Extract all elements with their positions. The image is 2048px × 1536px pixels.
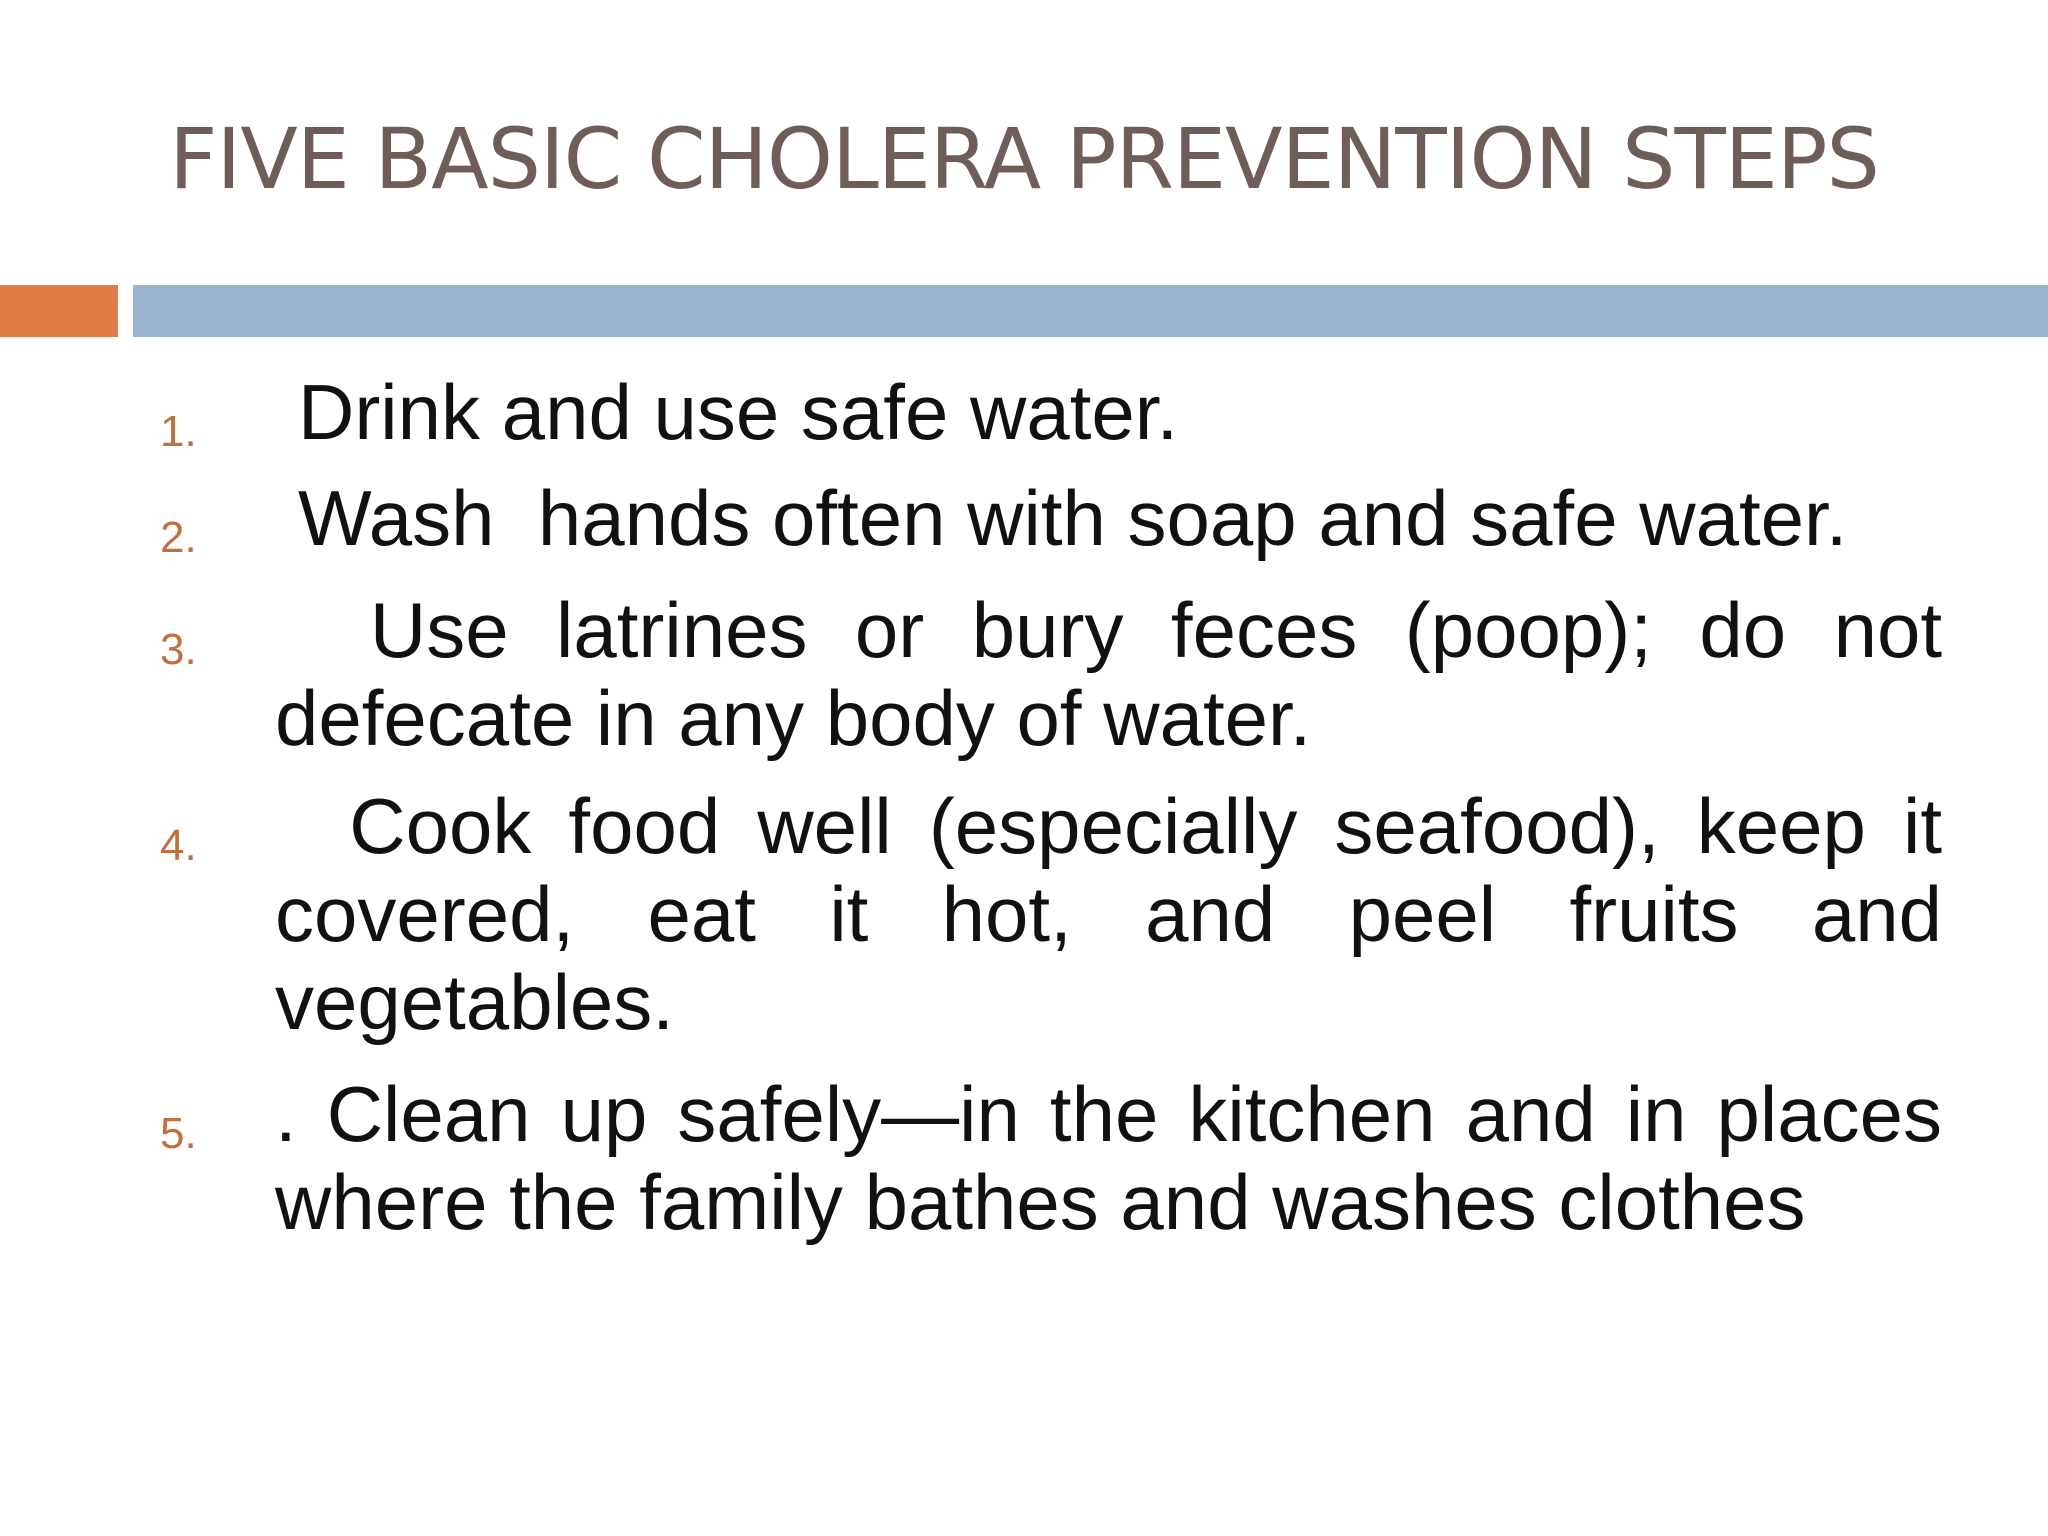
step-text: . Clean up safely—in the kitchen and in places where the family bathes and washes clothes bbox=[275, 1070, 1964, 1246]
step-number: 4. bbox=[160, 821, 197, 870]
step-number: 5. bbox=[160, 1109, 197, 1158]
step-text: Wash hands often with soap and safe water. bbox=[298, 474, 1848, 562]
step-number: 1. bbox=[160, 407, 197, 456]
step-number: 2. bbox=[160, 513, 197, 562]
slide-title: FIVE BASIC CHOLERA PREVENTION STEPS bbox=[169, 110, 1879, 208]
step-number: 3. bbox=[160, 625, 197, 674]
step-text: Drink and use safe water. bbox=[298, 368, 1179, 456]
step-text: Use latrines or bury feces (poop); do not defecate in any body of water. bbox=[275, 586, 1964, 762]
step-text: Cook food well (especially seafood), keep it covered, eat it hot, and peel fruits and vegetables. bbox=[275, 782, 1964, 1046]
